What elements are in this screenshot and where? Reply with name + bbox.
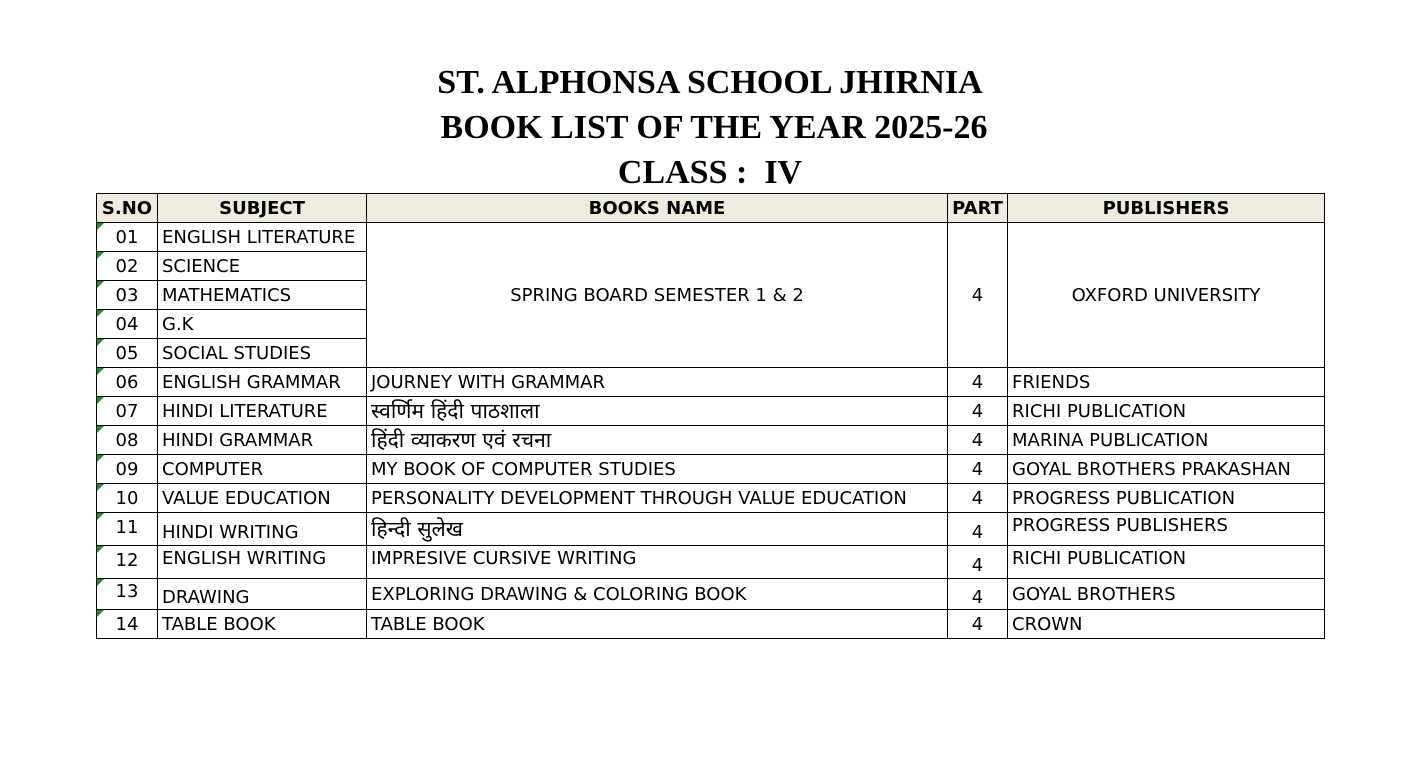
column-header-sno: S.NO bbox=[97, 194, 158, 223]
column-header-subject: SUBJECT bbox=[158, 194, 367, 223]
publisher-cell: RICHI PUBLICATION bbox=[1008, 397, 1325, 426]
book-name-cell: हिन्दी सुलेख bbox=[367, 513, 948, 546]
book-name-cell: EXPLORING DRAWING & COLORING BOOK bbox=[367, 579, 948, 610]
part-cell: 4 bbox=[948, 610, 1008, 639]
book-name-cell: MY BOOK OF COMPUTER STUDIES bbox=[367, 455, 948, 484]
book-name-cell: IMPRESIVE CURSIVE WRITING bbox=[367, 546, 948, 579]
publisher-cell: FRIENDS bbox=[1008, 368, 1325, 397]
publisher-cell: RICHI PUBLICATION bbox=[1008, 546, 1325, 579]
subject-cell: HINDI WRITING bbox=[158, 513, 367, 546]
corner-marker-icon bbox=[97, 223, 104, 230]
publisher-cell: MARINA PUBLICATION bbox=[1008, 426, 1325, 455]
publisher-cell: GOYAL BROTHERS bbox=[1008, 579, 1325, 610]
publisher-cell: CROWN bbox=[1008, 610, 1325, 639]
table-row bbox=[97, 610, 1325, 639]
table-row bbox=[97, 455, 1325, 484]
subject-cell: VALUE EDUCATION bbox=[158, 484, 367, 513]
corner-marker-icon bbox=[97, 339, 104, 346]
serial-number-cell: 10 bbox=[97, 484, 158, 513]
book-name-cell: TABLE BOOK bbox=[367, 610, 948, 639]
serial-number-cell: 03 bbox=[97, 281, 158, 310]
table-row bbox=[97, 426, 1325, 455]
serial-number-cell: 13 bbox=[97, 579, 158, 610]
publisher-cell: PROGRESS PUBLICATION bbox=[1008, 484, 1325, 513]
column-header-books-name: BOOKS NAME bbox=[367, 194, 948, 223]
table-header-row bbox=[97, 194, 1325, 223]
table-row bbox=[97, 513, 1325, 546]
part-cell: 4 bbox=[948, 397, 1008, 426]
merged-part-cell: 4 bbox=[948, 223, 1008, 368]
corner-marker-icon bbox=[97, 513, 104, 520]
part-cell: 4 bbox=[948, 546, 1008, 579]
book-name-cell: हिंदी व्याकरण एवं रचना bbox=[367, 426, 948, 455]
serial-number-cell: 14 bbox=[97, 610, 158, 639]
class-heading: CLASS : IV bbox=[617, 154, 803, 191]
serial-number-cell: 11 bbox=[97, 513, 158, 546]
corner-marker-icon bbox=[97, 546, 104, 553]
part-cell: 4 bbox=[948, 484, 1008, 513]
table-row bbox=[97, 368, 1325, 397]
serial-number-cell: 07 bbox=[97, 397, 158, 426]
corner-marker-icon bbox=[97, 455, 104, 462]
serial-number-cell: 02 bbox=[97, 252, 158, 281]
table-row bbox=[97, 546, 1325, 579]
column-header-part: PART bbox=[948, 194, 1008, 223]
subject-cell: ENGLISH GRAMMAR bbox=[158, 368, 367, 397]
book-name-cell: स्वर्णिम हिंदी पाठशाला bbox=[367, 397, 948, 426]
subject-cell: DRAWING bbox=[158, 579, 367, 610]
subject-cell: ENGLISH LITERATURE bbox=[158, 223, 367, 252]
corner-marker-icon bbox=[97, 281, 104, 288]
merged-book-name-cell: SPRING BOARD SEMESTER 1 & 2 bbox=[367, 223, 948, 368]
subject-cell: TABLE BOOK bbox=[158, 610, 367, 639]
serial-number-cell: 06 bbox=[97, 368, 158, 397]
subject-cell: HINDI GRAMMAR bbox=[158, 426, 367, 455]
subject-cell: G.K bbox=[158, 310, 367, 339]
book-name-cell: JOURNEY WITH GRAMMAR bbox=[367, 368, 948, 397]
part-cell: 4 bbox=[948, 513, 1008, 546]
school-name: ST. ALPHONSA SCHOOL JHIRNIA bbox=[437, 64, 983, 101]
corner-marker-icon bbox=[97, 310, 104, 317]
table-row bbox=[97, 223, 1325, 252]
table-row bbox=[97, 397, 1325, 426]
corner-marker-icon bbox=[97, 252, 104, 259]
table-row bbox=[97, 484, 1325, 513]
subject-cell: SOCIAL STUDIES bbox=[158, 339, 367, 368]
corner-marker-icon bbox=[97, 610, 104, 617]
subject-cell: HINDI LITERATURE bbox=[158, 397, 367, 426]
book-list-table bbox=[96, 193, 1325, 639]
subject-cell: MATHEMATICS bbox=[158, 281, 367, 310]
document-title-block bbox=[0, 60, 1420, 195]
serial-number-cell: 01 bbox=[97, 223, 158, 252]
part-cell: 4 bbox=[948, 426, 1008, 455]
publisher-cell: PROGRESS PUBLISHERS bbox=[1008, 513, 1325, 546]
part-cell: 4 bbox=[948, 368, 1008, 397]
serial-number-cell: 08 bbox=[97, 426, 158, 455]
table-row bbox=[97, 579, 1325, 610]
column-header-publishers: PUBLISHERS bbox=[1008, 194, 1325, 223]
book-list-heading: BOOK LIST OF THE YEAR 2025-26 bbox=[440, 109, 988, 146]
corner-marker-icon bbox=[97, 484, 104, 491]
serial-number-cell: 12 bbox=[97, 546, 158, 579]
corner-marker-icon bbox=[97, 397, 104, 404]
corner-marker-icon bbox=[97, 368, 104, 375]
subject-cell: SCIENCE bbox=[158, 252, 367, 281]
serial-number-cell: 09 bbox=[97, 455, 158, 484]
book-name-cell: PERSONALITY DEVELOPMENT THROUGH VALUE EDUCATION bbox=[367, 484, 948, 513]
corner-marker-icon bbox=[97, 426, 104, 433]
subject-cell: ENGLISH WRITING bbox=[158, 546, 367, 579]
part-cell: 4 bbox=[948, 455, 1008, 484]
part-cell: 4 bbox=[948, 579, 1008, 610]
serial-number-cell: 05 bbox=[97, 339, 158, 368]
subject-cell: COMPUTER bbox=[158, 455, 367, 484]
corner-marker-icon bbox=[97, 579, 104, 586]
merged-publisher-cell: OXFORD UNIVERSITY bbox=[1008, 223, 1325, 368]
publisher-cell: GOYAL BROTHERS PRAKASHAN bbox=[1008, 455, 1325, 484]
serial-number-cell: 04 bbox=[97, 310, 158, 339]
